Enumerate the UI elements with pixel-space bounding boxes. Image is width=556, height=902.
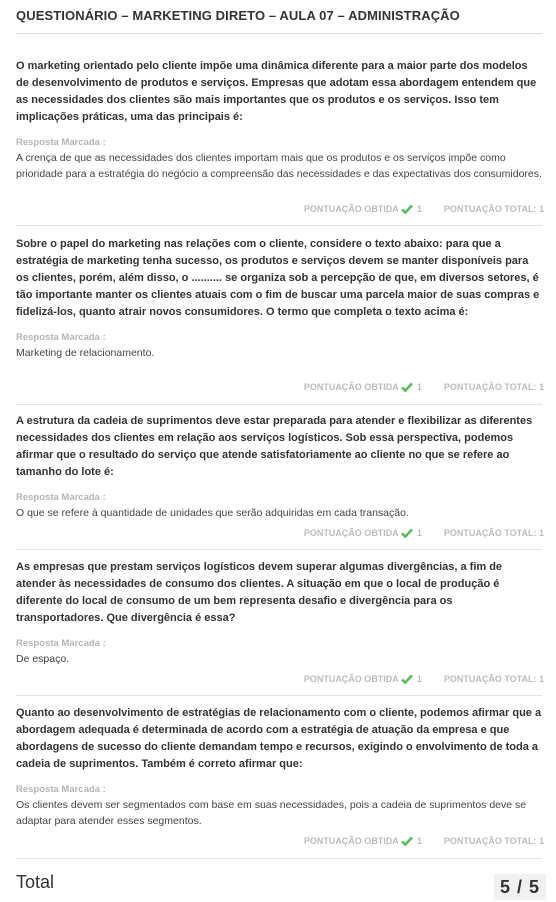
answer-label: Resposta Marcada : <box>16 332 106 343</box>
score-obtained-value: 1 <box>416 382 422 392</box>
answer-label: Resposta Marcada : <box>16 137 106 148</box>
question-block-1 <box>0 58 556 182</box>
score-row-5 <box>304 834 544 848</box>
score-obtained <box>304 204 422 214</box>
score-total: PONTUAÇÃO TOTAL: 1 <box>443 836 544 846</box>
page-header <box>0 0 556 34</box>
score-obtained-value: 1 <box>416 836 422 846</box>
score-row-2 <box>304 380 544 394</box>
score-total: PONTUAÇÃO TOTAL: 1 <box>443 674 544 684</box>
question-block-5 <box>0 705 556 829</box>
answer-text: A crença de que as necessidades dos clientes importam mais que os produtos e os serviços impõe como prioridade para a estratégia do negócio a compreensão das necessidades e das expectativas dos consumidores. <box>16 152 542 180</box>
question-text: O marketing orientado pelo cliente impõe uma dinâmica diferente para a maior parte dos modelos de desenvolvimento de produtos e serviços. Empresas que adotam essa abordagem entendem que as necessidades dos clientes são mais importantes que os produtos e os serviços. Isso tem implicações práticas, uma das principais é: <box>16 60 537 123</box>
score-obtained-label: PONTUAÇÃO OBTIDA <box>303 528 399 538</box>
question-divider <box>16 225 542 226</box>
answer-label: Resposta Marcada : <box>16 638 106 649</box>
total-score: 5 / 5 <box>494 874 546 900</box>
question-block-4 <box>0 559 556 667</box>
score-total: PONTUAÇÃO TOTAL: 1 <box>443 382 544 392</box>
score-obtained <box>304 528 422 538</box>
score-obtained-value: 1 <box>416 204 422 214</box>
check-icon <box>401 204 413 214</box>
check-icon <box>401 528 413 538</box>
check-icon <box>401 382 413 392</box>
question-divider <box>16 695 542 696</box>
page-title: QUESTIONÁRIO – MARKETING DIRETO – AULA 07 – ADMINISTRAÇÃO <box>16 8 460 23</box>
score-obtained <box>304 382 422 392</box>
question-block-3 <box>0 413 556 521</box>
score-obtained <box>304 836 422 846</box>
answer-text: De espaço. <box>16 653 70 665</box>
question-divider <box>16 549 542 550</box>
header-divider <box>16 33 542 34</box>
question-block-2 <box>0 236 556 361</box>
question-text: A estrutura da cadeia de suprimentos deve estar preparada para atender e flexibilizar as diferentes necessidades dos clientes em relação aos serviços logísticos. Sob essa perspectiva, podemos afirmar que o resultado do serviço que atende satisfatoriamente ao cliente no que se refere ao tamanho do lote é: <box>16 415 533 478</box>
answer-label: Resposta Marcada : <box>16 492 106 503</box>
score-obtained <box>304 674 422 684</box>
answer-text: Marketing de relacionamento. <box>16 347 155 359</box>
check-icon <box>401 674 413 684</box>
answer-text: O que se refere à quantidade de unidades que serão adquiridas em cada transação. <box>16 507 409 519</box>
score-row-3 <box>304 526 544 540</box>
answer-text: Os clientes devem ser segmentados com base em suas necessidades, pois a cadeia de suprimentos deve se adaptar para atender esses segmentos. <box>16 799 527 827</box>
score-total: PONTUAÇÃO TOTAL: 1 <box>443 204 544 214</box>
question-divider <box>16 404 542 405</box>
question-text: As empresas que prestam serviços logísticos devem superar algumas divergências, a fim de atender às necessidades de consumo dos clientes. A situação em que o local de produção é diferente do local de consumo de um bem representa desafio e divergência para os transportadores. Que divergência é essa? <box>16 561 503 624</box>
score-total: PONTUAÇÃO TOTAL: 1 <box>443 528 544 538</box>
score-obtained-label: PONTUAÇÃO OBTIDA <box>303 674 399 684</box>
score-obtained-label: PONTUAÇÃO OBTIDA <box>303 204 399 214</box>
question-divider <box>16 858 542 859</box>
score-row-1 <box>304 202 544 216</box>
check-icon <box>401 836 413 846</box>
score-obtained-value: 1 <box>416 528 422 538</box>
question-text: Quanto ao desenvolvimento de estratégias de relacionamento com o cliente, podemos afirmar que a abordagem adequada é determinada de acordo com a estratégia de atuação da empresa e que abordagens de sucesso do cliente demandam tempo e recursos, exigindo o envolvimento de toda a cadeia de suprimentos. Também é correto afirmar que: <box>16 707 542 770</box>
score-obtained-value: 1 <box>416 674 422 684</box>
answer-label: Resposta Marcada : <box>16 784 106 795</box>
score-row-4 <box>304 672 544 686</box>
total-bar <box>0 862 556 902</box>
score-obtained-label: PONTUAÇÃO OBTIDA <box>303 382 399 392</box>
score-obtained-label: PONTUAÇÃO OBTIDA <box>303 836 399 846</box>
total-label: Total <box>16 872 55 892</box>
question-text: Sobre o papel do marketing nas relações com o cliente, considere o texto abaixo: para que a estratégia de marketing tenha sucesso, os produtos e serviços devem se manter disponíveis para os clientes, porém, além disso, o .......... se organiza sob a percepção de que, em diversos setores, é tão importante manter os clientes atuais com o fim de buscar uma parcela maior de suas compras e fidelizá-los, quanto atrair novos consumidores. O termo que completa o texto acima é: <box>16 238 540 318</box>
